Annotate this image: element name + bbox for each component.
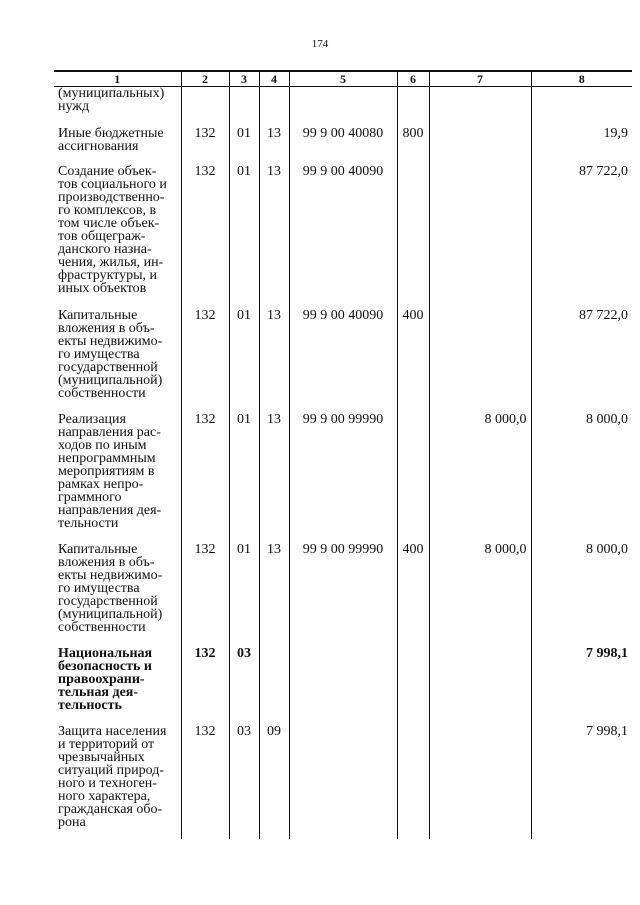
expense-type-cell: [397, 87, 429, 127]
table-row: [54, 543, 632, 647]
column-2-cell: 132: [181, 647, 229, 725]
row-name-line: тельная дея-: [58, 684, 139, 700]
column-8-amount-cell: 8 000,0: [531, 543, 632, 647]
table-row: [54, 165, 632, 309]
row-name-line: Иные бюджетные: [58, 125, 164, 141]
row-name-line: чрезвычайных: [58, 749, 145, 765]
header-col-1: 1: [54, 71, 181, 87]
row-name-cell: [54, 87, 181, 127]
column-2-cell: [181, 87, 229, 127]
column-3-cell: 01: [229, 309, 259, 413]
row-name-line: го имущества: [58, 580, 140, 596]
row-name-line: безопасность и: [58, 658, 152, 674]
column-2-cell: 132: [181, 165, 229, 309]
table-body: [54, 87, 632, 839]
column-8-amount-cell: [531, 87, 632, 127]
table-row: [54, 309, 632, 413]
row-name-line: государственной: [58, 359, 158, 375]
row-name-line: го комплексов, в: [58, 202, 157, 218]
row-name-line: иных объектов: [58, 280, 147, 296]
row-name-cell: [54, 647, 181, 725]
target-code-cell: 99 9 00 99990: [289, 413, 397, 543]
header-row: [54, 71, 632, 87]
column-8-amount-cell: 19,9: [531, 127, 632, 165]
row-name-line: екты недвижимо-: [58, 333, 163, 349]
column-7-amount-cell: [429, 87, 531, 127]
column-4-cell: [259, 87, 289, 127]
row-name-line: том числе объек-: [58, 215, 160, 231]
row-name-line: Реализация: [58, 411, 126, 427]
row-name-line: Капитальные: [58, 541, 138, 557]
target-code-cell: 99 9 00 40090: [289, 309, 397, 413]
header-col-3: 3: [229, 71, 259, 87]
header-col-8: 8: [531, 71, 632, 87]
row-name-line: вложения в объ-: [58, 320, 155, 336]
row-name-cell: [54, 413, 181, 543]
target-code-cell: 99 9 00 40080: [289, 127, 397, 165]
table-row: [54, 647, 632, 725]
column-4-cell: 09: [259, 725, 289, 839]
column-8-amount-cell: 8 000,0: [531, 413, 632, 543]
row-name-line: мероприятиям в: [58, 463, 155, 479]
column-4-cell: [259, 647, 289, 725]
column-4-cell: 13: [259, 309, 289, 413]
row-name-line: рамках непро-: [58, 476, 144, 492]
row-name-line: го имущества: [58, 346, 140, 362]
header-col-5: 5: [289, 71, 397, 87]
target-code-cell: [289, 725, 397, 839]
column-2-cell: 132: [181, 309, 229, 413]
column-3-cell: 01: [229, 543, 259, 647]
header-col-7: 7: [429, 71, 531, 87]
row-name-line: нужд: [58, 99, 90, 114]
column-3-cell: 03: [229, 725, 259, 839]
column-3-cell: [229, 87, 259, 127]
column-3-cell: 01: [229, 413, 259, 543]
row-name-line: граммного: [58, 489, 122, 505]
column-7-amount-cell: 8 000,0: [429, 413, 531, 543]
expense-type-cell: [397, 647, 429, 725]
column-8-amount-cell: 7 998,1: [531, 647, 632, 725]
header-col-6: 6: [397, 71, 429, 87]
row-name-line: непрограммным: [58, 450, 156, 466]
row-name-line: тов социального и: [58, 176, 167, 192]
row-name-line: и территорий от: [58, 736, 155, 752]
row-name-line: Национальная: [58, 645, 153, 661]
row-name-line: ходов по иным: [58, 437, 147, 453]
row-name-cell: [54, 309, 181, 413]
column-7-amount-cell: [429, 127, 531, 165]
budget-table: [54, 70, 632, 839]
header-col-2: 2: [181, 71, 229, 87]
page-number: 174: [311, 38, 329, 50]
row-name-line: вложения в объ-: [58, 554, 155, 570]
column-3-cell: 03: [229, 647, 259, 725]
table-row: [54, 725, 632, 839]
row-name-line: (муниципальных): [58, 86, 165, 101]
row-name-line: чения, жилья, ин-: [58, 254, 164, 270]
row-name-line: Создание объек-: [58, 163, 157, 179]
column-2-cell: 132: [181, 413, 229, 543]
row-name-line: тельности: [58, 515, 119, 531]
expense-type-cell: 800: [397, 127, 429, 165]
row-name-line: собственности: [58, 619, 146, 635]
expense-type-cell: [397, 413, 429, 543]
column-2-cell: 132: [181, 543, 229, 647]
target-code-cell: [289, 647, 397, 725]
expense-type-cell: [397, 165, 429, 309]
row-name-line: тов общеграж-: [58, 228, 146, 244]
row-name-line: государственной: [58, 593, 158, 609]
column-7-amount-cell: [429, 165, 531, 309]
expense-type-cell: [397, 725, 429, 839]
row-name-line: тельность: [58, 697, 122, 713]
column-4-cell: 13: [259, 413, 289, 543]
row-name-cell: [54, 165, 181, 309]
column-4-cell: 13: [259, 127, 289, 165]
row-name-line: Капитальные: [58, 307, 138, 323]
target-code-cell: 99 9 00 99990: [289, 543, 397, 647]
column-7-amount-cell: [429, 647, 531, 725]
row-name-cell: [54, 725, 181, 839]
row-name-line: гражданская обо-: [58, 801, 163, 817]
row-name-line: екты недвижимо-: [58, 567, 163, 583]
target-code-cell: [289, 87, 397, 127]
row-name-line: направления дея-: [58, 502, 162, 518]
column-4-cell: 13: [259, 543, 289, 647]
row-name-line: ного характера,: [58, 788, 151, 804]
row-name-cell: [54, 543, 181, 647]
header-col-4: 4: [259, 71, 289, 87]
column-2-cell: 132: [181, 725, 229, 839]
row-name-line: (муниципальной): [58, 606, 163, 622]
expense-type-cell: 400: [397, 543, 429, 647]
column-8-amount-cell: 7 998,1: [531, 725, 632, 839]
column-7-amount-cell: [429, 725, 531, 839]
column-3-cell: 01: [229, 127, 259, 165]
column-8-amount-cell: 87 722,0: [531, 165, 632, 309]
table-row: [54, 127, 632, 165]
row-name-line: производственно-: [58, 189, 165, 205]
column-4-cell: 13: [259, 165, 289, 309]
column-7-amount-cell: 8 000,0: [429, 543, 531, 647]
row-name-line: рона: [58, 814, 86, 830]
row-name-line: ассигнования: [58, 138, 139, 154]
row-name-line: ситуаций природ-: [58, 762, 165, 778]
target-code-cell: 99 9 00 40090: [289, 165, 397, 309]
row-name-line: Защита населения: [58, 723, 167, 739]
column-2-cell: 132: [181, 127, 229, 165]
expense-type-cell: 400: [397, 309, 429, 413]
row-name-line: ного и техноген-: [58, 775, 157, 791]
table-row: [54, 87, 632, 127]
row-name-line: направления рас-: [58, 424, 161, 440]
row-name-line: (муниципальной): [58, 372, 163, 388]
table-row: [54, 413, 632, 543]
row-name-line: фраструктуры, и: [58, 267, 158, 283]
column-7-amount-cell: [429, 309, 531, 413]
column-8-amount-cell: 87 722,0: [531, 309, 632, 413]
column-3-cell: 01: [229, 165, 259, 309]
row-name-line: данского назна-: [58, 241, 152, 257]
row-name-line: правоохрани-: [58, 671, 145, 687]
row-name-line: собственности: [58, 385, 146, 401]
row-name-cell: [54, 127, 181, 165]
